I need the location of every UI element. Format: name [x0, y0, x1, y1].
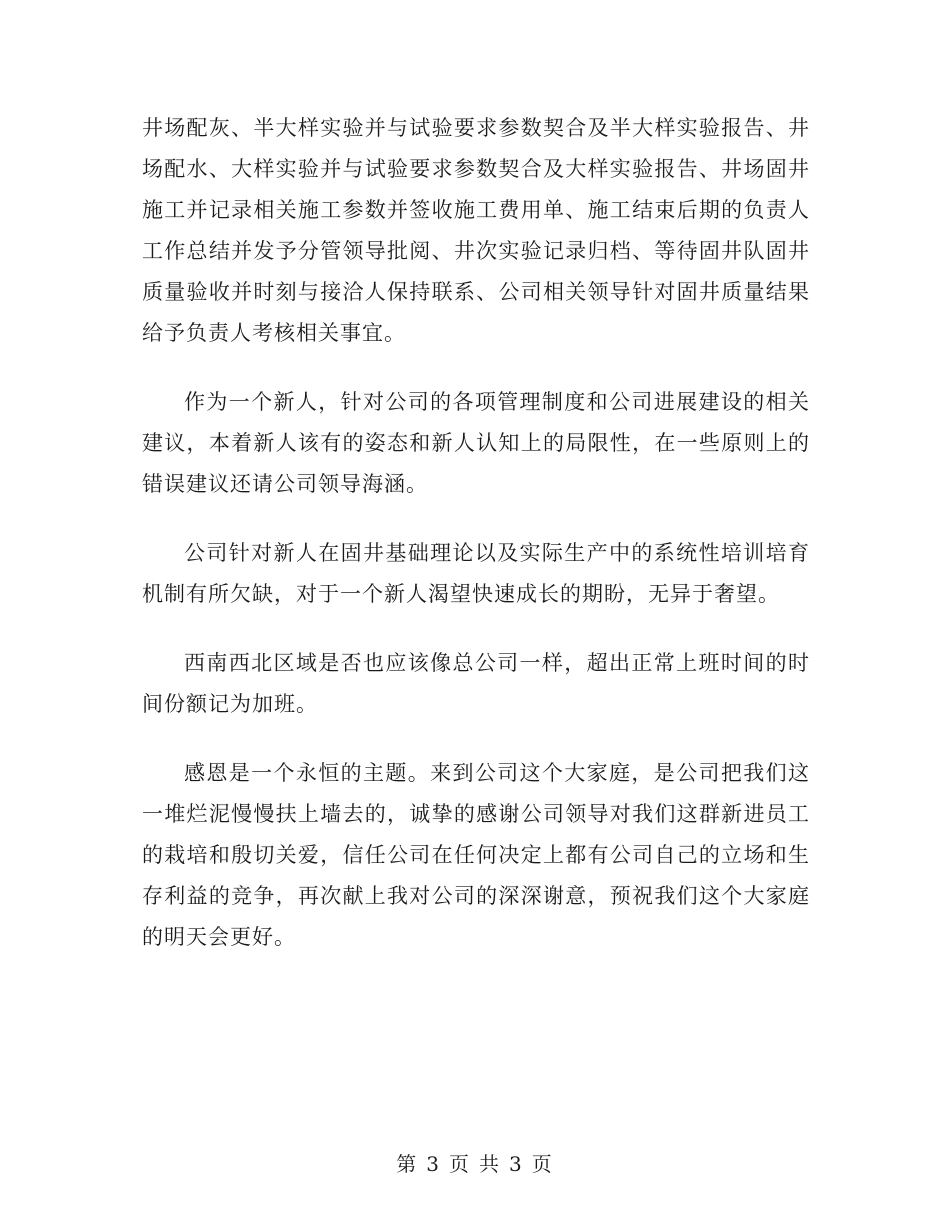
footer-current-page: 3: [426, 1152, 441, 1176]
paragraph-5: 感恩是一个永恒的主题。来到公司这个大家庭，是公司把我们这一堆烂泥慢慢扶上墙去的，诚挚的感谢公司领导对我们这群新进员工的栽培和殷切关爱，信任公司在任何决定上都有公司自己的立场和生存利益的竞争，再次献上我对公司的深深谢意，预祝我们这个大家庭的明天会更好。: [142, 761, 810, 949]
page-footer: [0, 1148, 950, 1177]
footer-page-word: 页: [449, 1152, 471, 1176]
paragraph-1: 井场配灰、半大样实验并与试验要求参数契合及半大样实验报告、井场配水、大样实验并与试验要求参数契合及大样实验报告、井场固井施工并记录相关施工参数并签收施工费用单、施工结束后期的负责人工作总结并发予分管领导批阅、井次实验记录归档、等待固井队固井质量验收并时刻与接洽人保持联系、公司相关领导针对固井质量结果给予负责人考核相关事宜。: [142, 116, 810, 345]
document-body: [142, 108, 810, 986]
footer-total-pages: 3: [509, 1152, 524, 1176]
footer-total-suffix: 页: [531, 1152, 554, 1176]
footer-total-prefix: 共: [479, 1152, 501, 1176]
footer-prefix: 第: [396, 1152, 419, 1176]
paragraph-4: 西南西北区域是否也应该像总公司一样，超出正常上班时间的时间份额记为加班。: [142, 651, 810, 716]
paragraph-2: 作为一个新人，针对公司的各项管理制度和公司进展建设的相关建议，本着新人该有的姿态和新人认知上的局限性，在一些原则上的错误建议还请公司领导海涵。: [142, 390, 810, 496]
paragraph-3: 公司针对新人在固井基础理论以及实际生产中的系统性培训培育机制有所欠缺，对于一个新人渴望快速成长的期盼，无异于奢望。: [142, 541, 810, 606]
